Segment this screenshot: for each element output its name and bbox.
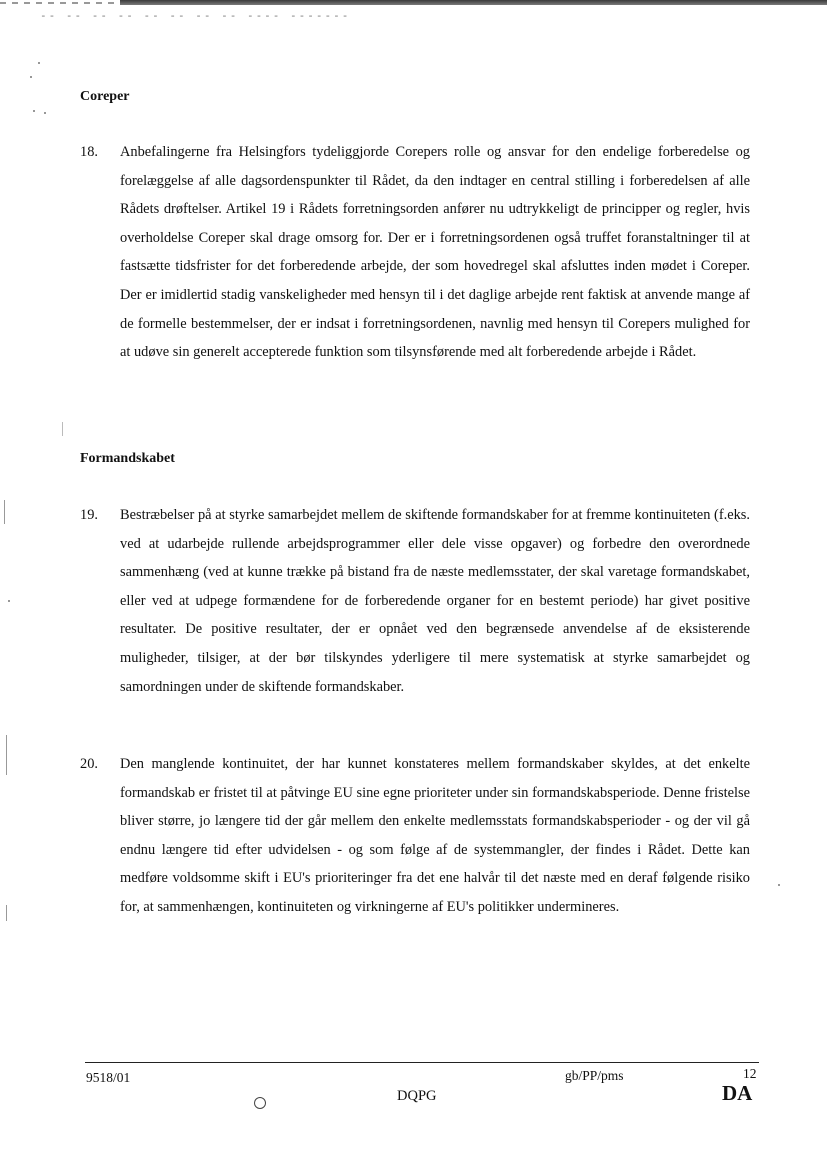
margin-line [4,500,5,524]
footer-reference: gb/PP/pms [565,1068,624,1083]
paragraph-number: 19. [80,507,98,523]
footer-page-number: 12 [743,1066,757,1081]
scan-speck [33,110,35,112]
fax-dash-line [0,2,120,4]
punch-hole-icon [254,1097,266,1109]
paragraph-number: 18. [80,144,98,160]
fax-top-bar [120,0,827,5]
section-heading-formandskabet: Formandskabet [80,451,175,466]
section-heading-coreper: Coreper [80,89,130,104]
scan-speck [30,76,32,78]
scan-speck [38,62,40,64]
paragraph-number: 20. [80,756,98,772]
paragraph-text: Bestræbelser på at styrke samarbejdet mellem de skiftende formandskaber for at fremme kontinuiteten (f.eks. ved at udarbejde rullende arbejdsprogrammer eller dele visse opgaver) og forbedre den overordnede sammenhæng (ved at kunne trække på bistand fra de næste medlemsstater, der skal varetage formandskabet, eller ved at udpege formændene for de forberedende organer for en bestemt periode) har givet positive resultater. De positive resultater, der er opnået ved den begrænsede anvendelse af de eksisterende muligheder, tilsiger, at der bør tilskyndes yderligere til mere systematisk at styrke samarbejdet og samordningen under de skiftende formandskaber. [120,507,750,695]
paragraph-18 [80,138,750,367]
footer-department: DQPG [397,1088,437,1104]
footer-doc-number: 9518/01 [86,1070,131,1085]
scan-speck [8,600,10,602]
margin-line [6,905,7,921]
paragraph-text: Anbefalingerne fra Helsingfors tydeliggjorde Corepers rolle og ansvar for den endelige forberedelse og forelæggelse af alle dagsordenspunkter til Rådet, da den indtager en central stilling i forberedelsen af alle Rådets drøftelser. Artikel 19 i Rådets forretningsorden anfører nu udtrykkeligt de principper og regler, hvis overholdelse Coreper skal drage omsorg for. Der er i forretningsordenen også truffet foranstaltninger til at fastsætte tidsfrister for det forberedende arbejde, der som hovedregel skal afsluttes inden mødet i Coreper. Der er imidlertid stadig vanskeligheder med hensyn til i det daglige arbejde rent faktisk at anvende mange af de formelle bestemmelser, der er indsat i forretningsordenen, navnlig med hensyn til Corepers mulighed for at udøve sin generelt accepterede funktion som tilsynsførende med alt forberedende arbejde i Rådet. [120,144,750,361]
scan-speck [44,112,46,114]
paragraph-text: Den manglende kontinuitet, der har kunnet konstateres mellem formandskaber skyldes, at det enkelte formandskab er fristet til at påtvinge EU sine egne prioriteter under sin formandskabsperiode. Denne fristelse bliver større, jo længere tid der går mellem den enkelte medlemsstats formandskabsperioder - og der vil gå endnu længere tid efter udvidelsen - og som følge af de systemmangler, der findes i Rådet. Dette kan medføre voldsomme skift i EU's prioriteringer fra det ene halvår til det næste med en deraf følgende risiko for, at sammenhængen, kontinuiteten og virkningerne af EU's politikker undermineres. [120,756,750,915]
fax-header-text: -- -- -- -- -- -- -- -- ---- ------- [40,9,351,22]
footer-rule [85,1062,759,1063]
paragraph-20 [80,750,750,922]
paragraph-19 [80,501,750,701]
scan-speck [778,884,780,886]
margin-line [6,735,7,775]
footer-language-code: DA [722,1081,753,1105]
scan-mark [62,422,63,436]
